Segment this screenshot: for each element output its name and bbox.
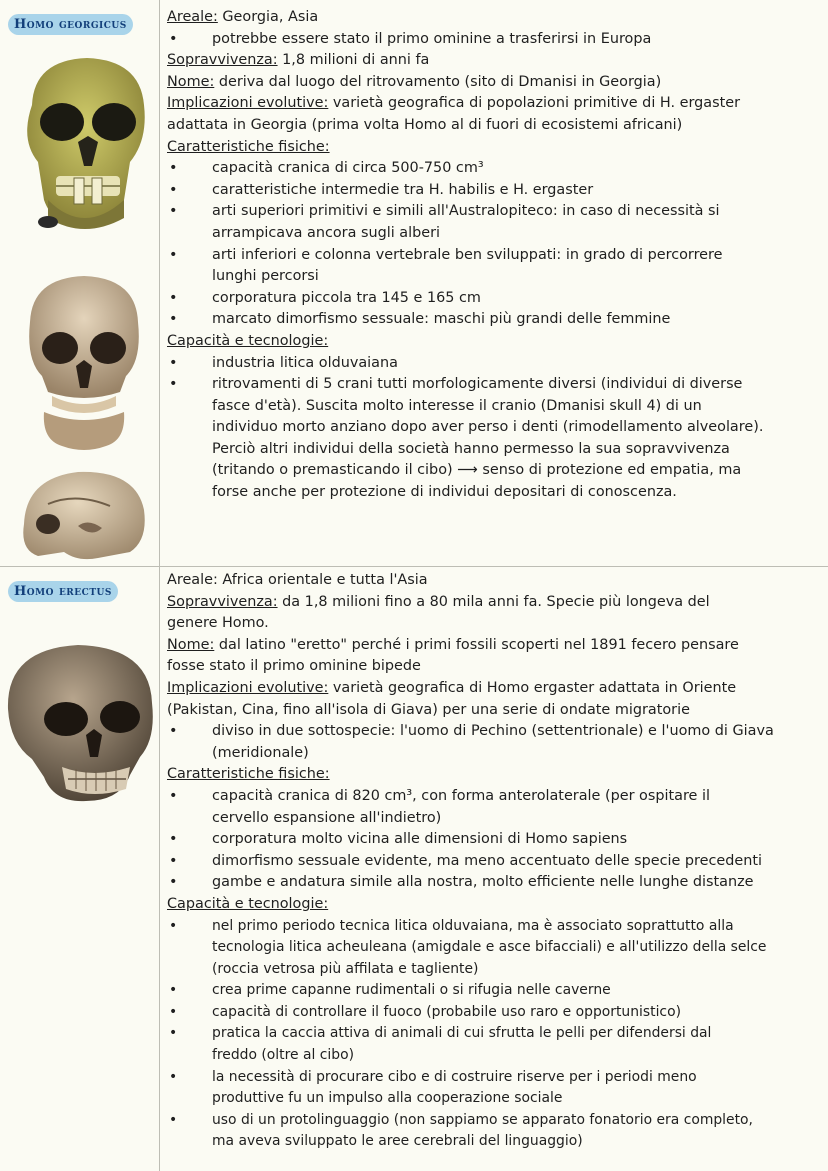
implicazioni-value: varietà geografica di popolazioni primitive di H. ergaster bbox=[332, 95, 740, 112]
list-item: • potrebbe essere stato il primo ominine a trasferirsi in Europa bbox=[167, 29, 822, 51]
implicazioni-line: (Pakistan, Cina, fino all'isola di Giava) per una serie di ondate migratorie bbox=[167, 701, 690, 718]
nome-label: Nome: bbox=[167, 73, 215, 90]
list-item-continuation: tecnologia litica acheuleana (amigdale e asce bifacciali) e all'utilizzo della selce bbox=[212, 939, 767, 956]
list-item: • marcato dimorfismo sessuale: maschi più grandi delle femmine bbox=[167, 309, 822, 331]
list-item: • dimorfismo sessuale evidente, ma meno accentuato delle specie precedenti bbox=[167, 851, 822, 873]
implicazioni-label: Implicazioni evolutive: bbox=[167, 95, 329, 112]
list-item: • uso di un protolinguaggio (non sappiamo se apparato fonatorio era completo, bbox=[167, 1110, 822, 1132]
list-item: • caratteristiche intermedie tra H. habilis e H. ergaster bbox=[167, 180, 822, 202]
list-item-continuation: ma aveva sviluppato le aree cerebrali del linguaggio) bbox=[212, 1133, 583, 1150]
sopravvivenza-value: 1,8 milioni di anni fa bbox=[282, 52, 430, 69]
list-item: • capacità cranica di circa 500-750 cm³ bbox=[167, 158, 822, 180]
areale-value: Georgia, Asia bbox=[222, 9, 319, 25]
list-item-continuation: Perciò altri individui della società hanno permesso la sua sopravvivenza bbox=[212, 440, 730, 457]
section-homo-erectus bbox=[0, 567, 828, 1171]
image-column bbox=[0, 0, 160, 566]
areale-label: Areale: bbox=[167, 9, 218, 25]
list-item-continuation: fasce d'età). Suscita molto interesse il cranio (Dmanisi skull 4) di un bbox=[212, 397, 702, 414]
capacita-label: Capacità e tecnologie: bbox=[167, 332, 329, 349]
list-item: • diviso in due sottospecie: l'uomo di Pechino (settentrionale) e l'uomo di Giava bbox=[167, 721, 822, 743]
list-item: • la necessità di procurare cibo e di costruire riserve per i periodi meno bbox=[167, 1067, 822, 1089]
list-item: • corporatura piccola tra 145 e 165 cm bbox=[167, 288, 822, 310]
skull-image-erectus bbox=[2, 639, 156, 805]
image-column bbox=[0, 567, 160, 1171]
caratteristiche-label: Caratteristiche fisiche: bbox=[167, 138, 330, 155]
list-item: • industria litica olduvaiana bbox=[167, 353, 822, 375]
implicazioni-label: Implicazioni evolutive: bbox=[167, 679, 329, 696]
list-item-continuation: forse anche per protezione di individui depositari di conoscenza. bbox=[212, 484, 677, 501]
nome-line: fosse stato il primo ominine bipede bbox=[167, 658, 421, 675]
section-title: Homo georgicus bbox=[8, 14, 133, 35]
list-item-continuation: freddo (oltre al cibo) bbox=[212, 1047, 354, 1064]
skull-image-georgicus-frontal bbox=[12, 50, 156, 236]
list-item: • arti superiori primitivi e simili all'Australopiteco: in caso di necessità si bbox=[167, 201, 822, 223]
list-item: • pratica la caccia attiva di animali di cui sfrutta le pelli per difendersi dal bbox=[167, 1023, 822, 1045]
sopravvivenza-line: genere Homo. bbox=[167, 615, 269, 632]
skull-image-georgicus-lateral bbox=[18, 466, 150, 562]
list-item-continuation: individuo morto anziano dopo aver perso i denti (rimodellamento alveolare). bbox=[212, 419, 764, 436]
list-item-continuation: cervello espansione all'indietro) bbox=[212, 809, 442, 826]
areale-value: Africa orientale e tutta l'Asia bbox=[222, 572, 428, 588]
list-item-continuation: produttive fu un impulso alla cooperazione sociale bbox=[212, 1090, 563, 1107]
nome-value: deriva dal luogo del ritrovamento (sito di Dmanisi in Georgia) bbox=[218, 73, 662, 90]
list-item-continuation: (meridionale) bbox=[212, 744, 309, 761]
list-item-continuation: (tritando o premasticando il cibo) ⟶ senso di protezione ed empatia, ma bbox=[212, 462, 742, 479]
list-item-continuation: arrampicava ancora sugli alberi bbox=[212, 224, 441, 241]
caratteristiche-label: Caratteristiche fisiche: bbox=[167, 766, 330, 783]
sopravvivenza-label: Sopravvivenza: bbox=[167, 52, 278, 69]
list-item: • capacità cranica di 820 cm³, con forma anterolaterale (per ospitare il bbox=[167, 786, 822, 808]
list-item-continuation: (roccia vetrosa più affilata e tagliente) bbox=[212, 960, 479, 977]
list-item: • arti inferiori e colonna vertebrale ben sviluppati: in grado di percorrere bbox=[167, 245, 822, 267]
nome-label: Nome: bbox=[167, 636, 215, 653]
implicazioni-line: adattata in Georgia (prima volta Homo al di fuori di ecosistemi africani) bbox=[167, 116, 683, 133]
sopravvivenza-label: Sopravvivenza: bbox=[167, 593, 278, 610]
capacita-label: Capacità e tecnologie: bbox=[167, 895, 329, 912]
list-item: • ritrovamenti di 5 crani tutti morfologicamente diversi (individui di diverse bbox=[167, 374, 822, 396]
implicazioni-value: varietà geografica di Homo ergaster adattata in Oriente bbox=[332, 679, 737, 696]
sopravvivenza-value: da 1,8 milioni fino a 80 mila anni fa. Specie più longeva del bbox=[282, 593, 710, 610]
list-item: • corporatura molto vicina alle dimensioni di Homo sapiens bbox=[167, 829, 822, 851]
list-item: • crea prime capanne rudimentali o si rifugia nelle caverne bbox=[167, 980, 822, 1002]
list-item-continuation: lunghi percorsi bbox=[212, 268, 319, 285]
skull-image-georgicus-frontal-2 bbox=[22, 272, 146, 456]
section-text bbox=[167, 570, 822, 1153]
section-title: Homo erectus bbox=[8, 581, 118, 602]
areale-label: Areale: bbox=[167, 572, 218, 588]
list-item: • gambe e andatura simile alla nostra, molto efficiente nelle lunghe distanze bbox=[167, 872, 822, 894]
list-item: • nel primo periodo tecnica litica olduvaiana, ma è associato soprattutto alla bbox=[167, 916, 822, 938]
nome-value: dal latino "eretto" perché i primi fossili scoperti nel 1891 fecero pensare bbox=[218, 636, 739, 653]
section-text bbox=[167, 7, 822, 504]
section-homo-georgicus bbox=[0, 0, 828, 567]
list-item: • capacità di controllare il fuoco (probabile uso raro e opportunistico) bbox=[167, 1002, 822, 1024]
